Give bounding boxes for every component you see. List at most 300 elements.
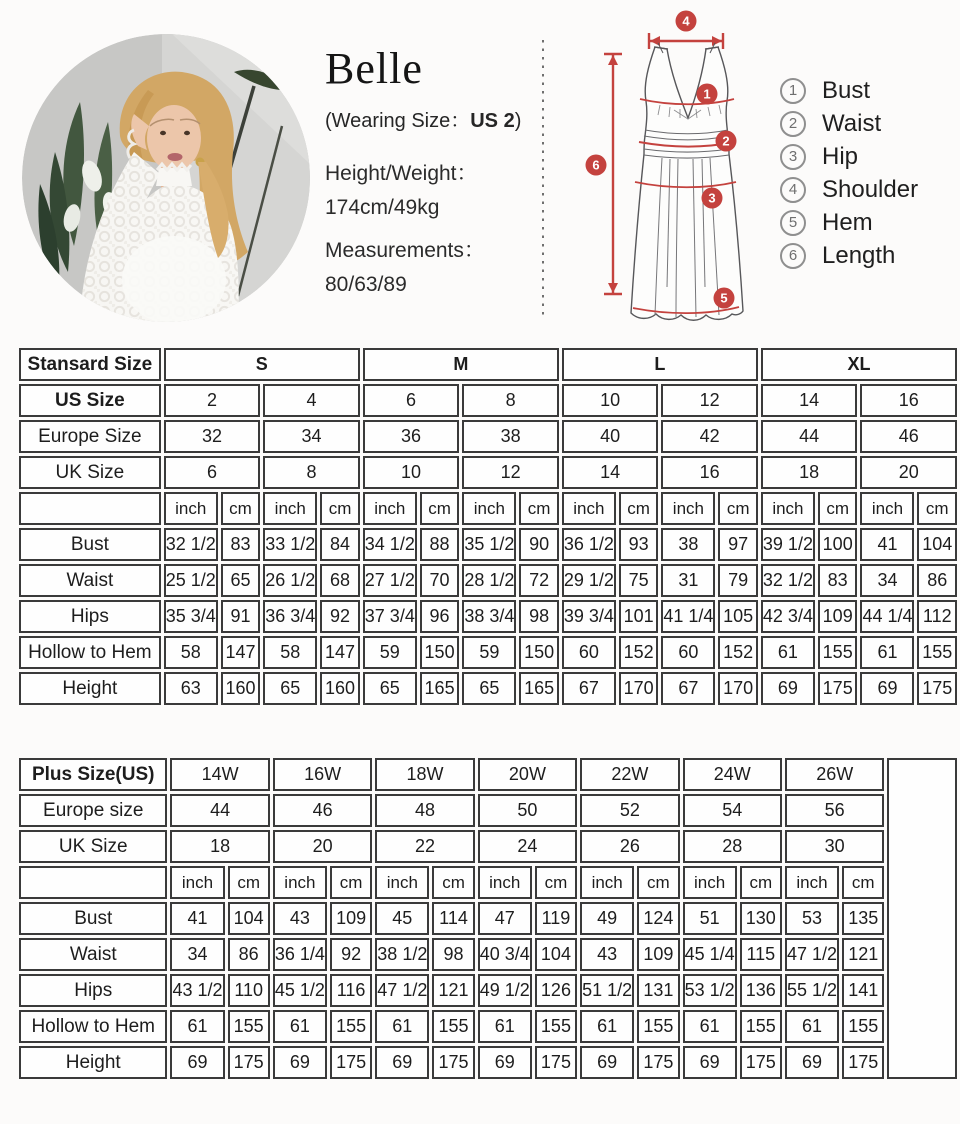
unit-cell: cm xyxy=(637,866,679,899)
unit-cell: inch xyxy=(462,492,516,525)
value-cell: 160 xyxy=(320,672,359,705)
value-cell: 49 xyxy=(580,902,634,935)
value-cell: 83 xyxy=(221,528,260,561)
legend-label: Length xyxy=(822,242,896,269)
value-cell: 155 xyxy=(330,1010,372,1043)
value-cell: 47 xyxy=(478,902,532,935)
table-title-cell: Plus Size(US) xyxy=(19,758,167,791)
value-cell: 26 1/2 xyxy=(263,564,317,597)
unit-cell: cm xyxy=(740,866,782,899)
size-cell: 10 xyxy=(562,384,659,417)
unit-cell: cm xyxy=(718,492,757,525)
wearing-size-line xyxy=(325,104,540,133)
row-label-cell: Waist xyxy=(19,564,161,597)
size-cell: 6 xyxy=(363,384,460,417)
size-cell: 46 xyxy=(273,794,372,827)
uk-size-row xyxy=(19,830,957,863)
unit-cell: inch xyxy=(375,866,429,899)
value-cell: 32 1/2 xyxy=(761,564,815,597)
units-row xyxy=(19,866,957,899)
value-cell: 32 1/2 xyxy=(164,528,218,561)
size-cell: 18W xyxy=(375,758,474,791)
row-label-cell: Europe size xyxy=(19,794,167,827)
size-cell: 20W xyxy=(478,758,577,791)
value-cell: 101 xyxy=(619,600,658,633)
legend-label: Hem xyxy=(822,209,873,236)
value-cell: 155 xyxy=(228,1010,270,1043)
value-cell: 58 xyxy=(164,636,218,669)
legend-label: Shoulder xyxy=(822,176,919,203)
value-cell: 98 xyxy=(432,938,474,971)
value-cell: 105 xyxy=(718,600,757,633)
value-cell: 104 xyxy=(228,902,270,935)
value-cell: 60 xyxy=(562,636,616,669)
value-cell: 152 xyxy=(718,636,757,669)
size-cell: 56 xyxy=(785,794,884,827)
size-cell: 44 xyxy=(761,420,858,453)
value-cell: 25 1/2 xyxy=(164,564,218,597)
empty-cell xyxy=(887,758,957,1079)
size-cell: 14 xyxy=(761,384,858,417)
size-cell: 52 xyxy=(580,794,679,827)
value-cell: 104 xyxy=(917,528,957,561)
value-cell: 58 xyxy=(263,636,317,669)
value-cell: 45 1/2 xyxy=(273,974,327,1007)
value-cell: 175 xyxy=(818,672,857,705)
unit-cell: cm xyxy=(221,492,260,525)
value-cell: 53 xyxy=(785,902,839,935)
row-label-cell: Bust xyxy=(19,528,161,561)
size-cell: 34 xyxy=(263,420,360,453)
value-cell: 70 xyxy=(420,564,459,597)
wearing-size-value: US 2 xyxy=(470,110,515,132)
size-cell: 10 xyxy=(363,456,460,489)
size-cell: 20 xyxy=(860,456,957,489)
measurement-row xyxy=(19,974,957,1007)
europe-size-row xyxy=(19,420,957,453)
value-cell: 93 xyxy=(619,528,658,561)
value-cell: 84 xyxy=(320,528,359,561)
value-cell: 170 xyxy=(718,672,757,705)
circled-number-icon: 6 xyxy=(780,243,806,269)
value-cell: 27 1/2 xyxy=(363,564,417,597)
row-label-cell: UK Size xyxy=(19,830,167,863)
marker-bust xyxy=(697,84,718,105)
value-cell: 37 3/4 xyxy=(363,600,417,633)
measurement-row xyxy=(19,1010,957,1043)
size-cell: 24W xyxy=(683,758,782,791)
value-cell: 38 3/4 xyxy=(462,600,516,633)
value-cell: 65 xyxy=(363,672,417,705)
measurement-row xyxy=(19,938,957,971)
size-cell: 26W xyxy=(785,758,884,791)
value-cell: 38 1/2 xyxy=(375,938,429,971)
value-cell: 59 xyxy=(462,636,516,669)
legend-item-shoulder xyxy=(780,177,918,203)
unit-cell: inch xyxy=(761,492,815,525)
circled-number-icon: 3 xyxy=(780,144,806,170)
value-cell: 43 xyxy=(580,938,634,971)
value-cell: 175 xyxy=(535,1046,577,1079)
value-cell: 92 xyxy=(320,600,359,633)
marker-hip xyxy=(702,188,723,209)
measurement-row xyxy=(19,600,957,633)
wearing-suffix: ) xyxy=(514,110,522,132)
value-cell: 150 xyxy=(420,636,459,669)
group-header-cell: XL xyxy=(761,348,957,381)
value-cell: 67 xyxy=(661,672,715,705)
unit-cell: inch xyxy=(562,492,616,525)
value-cell: 110 xyxy=(228,974,270,1007)
size-cell: 24 xyxy=(478,830,577,863)
svg-text:3: 3 xyxy=(708,190,716,206)
model-info xyxy=(325,44,540,302)
circled-number-icon: 1 xyxy=(780,78,806,104)
value-cell: 44 1/4 xyxy=(860,600,914,633)
legend-label: Waist xyxy=(822,110,882,137)
row-label-cell: Hips xyxy=(19,974,167,1007)
value-cell: 155 xyxy=(740,1010,782,1043)
value-cell: 43 1/2 xyxy=(170,974,224,1007)
value-cell: 61 xyxy=(170,1010,224,1043)
row-label-cell: UK Size xyxy=(19,456,161,489)
value-cell: 41 xyxy=(170,902,224,935)
model-photo-graphic xyxy=(22,34,310,322)
europe-size-row xyxy=(19,794,957,827)
size-cell: 54 xyxy=(683,794,782,827)
value-cell: 98 xyxy=(519,600,558,633)
size-cell: 22 xyxy=(375,830,474,863)
value-cell: 115 xyxy=(740,938,782,971)
value-cell: 79 xyxy=(718,564,757,597)
value-cell: 109 xyxy=(818,600,857,633)
value-cell: 61 xyxy=(683,1010,737,1043)
row-label-cell: Hollow to Hem xyxy=(19,636,161,669)
size-cell: 36 xyxy=(363,420,460,453)
unit-cell: cm xyxy=(519,492,558,525)
value-cell: 100 xyxy=(818,528,857,561)
legend-label: Hip xyxy=(822,143,859,170)
value-cell: 68 xyxy=(320,564,359,597)
value-cell: 155 xyxy=(637,1010,679,1043)
uk-size-row xyxy=(19,456,957,489)
value-cell: 141 xyxy=(842,974,884,1007)
marker-waist xyxy=(716,131,737,152)
value-cell: 175 xyxy=(637,1046,679,1079)
value-cell: 45 xyxy=(375,902,429,935)
value-cell: 65 xyxy=(221,564,260,597)
value-cell: 91 xyxy=(221,600,260,633)
value-cell: 165 xyxy=(420,672,459,705)
value-cell: 96 xyxy=(420,600,459,633)
group-header-cell: S xyxy=(164,348,360,381)
unit-cell: cm xyxy=(917,492,957,525)
value-cell: 35 3/4 xyxy=(164,600,218,633)
value-cell: 121 xyxy=(432,974,474,1007)
group-header-cell: L xyxy=(562,348,758,381)
value-cell: 33 1/2 xyxy=(263,528,317,561)
svg-text:6: 6 xyxy=(592,157,600,173)
size-cell: 16W xyxy=(273,758,372,791)
value-cell: 29 1/2 xyxy=(562,564,616,597)
value-cell: 147 xyxy=(320,636,359,669)
value-cell: 69 xyxy=(580,1046,634,1079)
value-cell: 69 xyxy=(785,1046,839,1079)
unit-cell: cm xyxy=(818,492,857,525)
legend-item-hip xyxy=(780,144,918,170)
size-cell: 48 xyxy=(375,794,474,827)
value-cell: 86 xyxy=(228,938,270,971)
size-cell: 16 xyxy=(661,456,758,489)
value-cell: 69 xyxy=(761,672,815,705)
size-cell: 12 xyxy=(661,384,758,417)
size-cell: 50 xyxy=(478,794,577,827)
value-cell: 60 xyxy=(661,636,715,669)
model-photo xyxy=(22,34,310,322)
unit-cell: inch xyxy=(683,866,737,899)
value-cell: 51 xyxy=(683,902,737,935)
unit-cell: inch xyxy=(580,866,634,899)
size-cell: 2 xyxy=(164,384,261,417)
measurement-row xyxy=(19,672,957,705)
measurements-block xyxy=(325,234,540,302)
size-cell: 44 xyxy=(170,794,269,827)
value-cell: 34 1/2 xyxy=(363,528,417,561)
size-cell: 38 xyxy=(462,420,559,453)
value-cell: 75 xyxy=(619,564,658,597)
height-weight-value: 174cm/49kg xyxy=(325,196,440,219)
size-cell: 18 xyxy=(761,456,858,489)
value-cell: 155 xyxy=(818,636,857,669)
wearing-prefix: (Wearing Size： xyxy=(325,110,471,132)
size-cell: 4 xyxy=(263,384,360,417)
circled-number-icon: 2 xyxy=(780,111,806,137)
value-cell: 90 xyxy=(519,528,558,561)
value-cell: 49 1/2 xyxy=(478,974,532,1007)
row-label-cell: Height xyxy=(19,1046,167,1079)
measurement-row xyxy=(19,528,957,561)
value-cell: 51 1/2 xyxy=(580,974,634,1007)
value-cell: 38 xyxy=(661,528,715,561)
value-cell: 130 xyxy=(740,902,782,935)
value-cell: 155 xyxy=(842,1010,884,1043)
unit-cell: inch xyxy=(860,492,914,525)
value-cell: 124 xyxy=(637,902,679,935)
value-cell: 43 xyxy=(273,902,327,935)
empty-cell xyxy=(19,866,167,899)
circled-number-icon: 4 xyxy=(780,177,806,203)
size-cell: 30 xyxy=(785,830,884,863)
row-label-cell: Height xyxy=(19,672,161,705)
group-header-row xyxy=(19,348,957,381)
group-header-cell: M xyxy=(363,348,559,381)
value-cell: 34 xyxy=(170,938,224,971)
size-cell: 8 xyxy=(462,384,559,417)
dress-diagram xyxy=(535,2,760,345)
value-cell: 104 xyxy=(535,938,577,971)
model-name: Belle xyxy=(325,44,423,93)
value-cell: 109 xyxy=(637,938,679,971)
svg-text:4: 4 xyxy=(682,13,690,29)
unit-cell: inch xyxy=(164,492,218,525)
value-cell: 55 1/2 xyxy=(785,974,839,1007)
value-cell: 135 xyxy=(842,902,884,935)
measurement-row xyxy=(19,636,957,669)
value-cell: 67 xyxy=(562,672,616,705)
unit-cell: inch xyxy=(170,866,224,899)
value-cell: 116 xyxy=(330,974,372,1007)
size-cell: 42 xyxy=(661,420,758,453)
value-cell: 61 xyxy=(375,1010,429,1043)
value-cell: 121 xyxy=(842,938,884,971)
row-label-cell: Hollow to Hem xyxy=(19,1010,167,1043)
measurement-legend xyxy=(780,78,918,276)
row-label-cell: Bust xyxy=(19,902,167,935)
unit-cell: inch xyxy=(785,866,839,899)
plus-size-row xyxy=(19,758,957,791)
row-label-cell: Europe Size xyxy=(19,420,161,453)
value-cell: 69 xyxy=(860,672,914,705)
size-cell: 40 xyxy=(562,420,659,453)
value-cell: 39 3/4 xyxy=(562,600,616,633)
measurements-label: Measurements： xyxy=(325,239,485,262)
size-cell: 26 xyxy=(580,830,679,863)
length-measure-line xyxy=(604,54,622,294)
value-cell: 114 xyxy=(432,902,474,935)
value-cell: 36 3/4 xyxy=(263,600,317,633)
legend-item-length xyxy=(780,243,918,269)
value-cell: 65 xyxy=(263,672,317,705)
value-cell: 61 xyxy=(860,636,914,669)
size-cell: 32 xyxy=(164,420,261,453)
value-cell: 86 xyxy=(917,564,957,597)
svg-text:2: 2 xyxy=(722,133,730,149)
value-cell: 28 1/2 xyxy=(462,564,516,597)
unit-cell: cm xyxy=(228,866,270,899)
value-cell: 155 xyxy=(535,1010,577,1043)
value-cell: 175 xyxy=(917,672,957,705)
value-cell: 69 xyxy=(683,1046,737,1079)
value-cell: 97 xyxy=(718,528,757,561)
value-cell: 155 xyxy=(432,1010,474,1043)
size-cell: 8 xyxy=(263,456,360,489)
height-weight-block xyxy=(325,157,540,225)
size-cell: 16 xyxy=(860,384,957,417)
table-title-cell: Stansard Size xyxy=(19,348,161,381)
value-cell: 69 xyxy=(478,1046,532,1079)
value-cell: 147 xyxy=(221,636,260,669)
us-size-row xyxy=(19,384,957,417)
unit-cell: cm xyxy=(619,492,658,525)
height-weight-label: Height/Weight： xyxy=(325,162,478,185)
value-cell: 47 1/2 xyxy=(375,974,429,1007)
size-cell: 20 xyxy=(273,830,372,863)
value-cell: 175 xyxy=(842,1046,884,1079)
svg-text:5: 5 xyxy=(720,290,728,306)
value-cell: 69 xyxy=(375,1046,429,1079)
measurement-row xyxy=(19,564,957,597)
value-cell: 61 xyxy=(785,1010,839,1043)
value-cell: 69 xyxy=(170,1046,224,1079)
value-cell: 41 1/4 xyxy=(661,600,715,633)
value-cell: 61 xyxy=(580,1010,634,1043)
unit-cell: inch xyxy=(363,492,417,525)
size-cell: 28 xyxy=(683,830,782,863)
marker-length xyxy=(586,155,607,176)
value-cell: 136 xyxy=(740,974,782,1007)
value-cell: 131 xyxy=(637,974,679,1007)
value-cell: 42 3/4 xyxy=(761,600,815,633)
value-cell: 175 xyxy=(330,1046,372,1079)
unit-cell: cm xyxy=(330,866,372,899)
size-cell: 18 xyxy=(170,830,269,863)
unit-cell: inch xyxy=(273,866,327,899)
row-label-cell: Waist xyxy=(19,938,167,971)
unit-cell: inch xyxy=(661,492,715,525)
plus-size-table xyxy=(16,755,960,1082)
value-cell: 175 xyxy=(432,1046,474,1079)
value-cell: 112 xyxy=(917,600,957,633)
standard-size-table xyxy=(16,345,960,708)
value-cell: 34 xyxy=(860,564,914,597)
legend-item-hem xyxy=(780,210,918,236)
marker-hem xyxy=(714,288,735,309)
value-cell: 155 xyxy=(917,636,957,669)
value-cell: 61 xyxy=(761,636,815,669)
legend-label: Bust xyxy=(822,77,871,104)
marker-shoulder xyxy=(676,11,697,32)
unit-cell: cm xyxy=(535,866,577,899)
size-cell: 46 xyxy=(860,420,957,453)
value-cell: 65 xyxy=(462,672,516,705)
value-cell: 39 1/2 xyxy=(761,528,815,561)
value-cell: 175 xyxy=(228,1046,270,1079)
value-cell: 36 1/2 xyxy=(562,528,616,561)
unit-cell: cm xyxy=(420,492,459,525)
row-label-cell: Hips xyxy=(19,600,161,633)
value-cell: 72 xyxy=(519,564,558,597)
row-label-cell: US Size xyxy=(19,384,161,417)
value-cell: 126 xyxy=(535,974,577,1007)
value-cell: 119 xyxy=(535,902,577,935)
value-cell: 45 1/4 xyxy=(683,938,737,971)
value-cell: 165 xyxy=(519,672,558,705)
size-cell: 22W xyxy=(580,758,679,791)
value-cell: 69 xyxy=(273,1046,327,1079)
value-cell: 41 xyxy=(860,528,914,561)
size-cell: 14W xyxy=(170,758,269,791)
measurement-row xyxy=(19,902,957,935)
measurements-value: 80/63/89 xyxy=(325,273,407,296)
unit-cell: inch xyxy=(478,866,532,899)
unit-cell: cm xyxy=(432,866,474,899)
value-cell: 152 xyxy=(619,636,658,669)
unit-cell: cm xyxy=(320,492,359,525)
size-cell: 12 xyxy=(462,456,559,489)
units-row xyxy=(19,492,957,525)
value-cell: 150 xyxy=(519,636,558,669)
legend-item-bust xyxy=(780,78,918,104)
dress-diagram-graphic xyxy=(535,2,760,340)
legend-item-waist xyxy=(780,111,918,137)
size-cell: 6 xyxy=(164,456,261,489)
value-cell: 35 1/2 xyxy=(462,528,516,561)
unit-cell: inch xyxy=(263,492,317,525)
empty-cell xyxy=(19,492,161,525)
value-cell: 36 1/4 xyxy=(273,938,327,971)
value-cell: 160 xyxy=(221,672,260,705)
size-cell: 14 xyxy=(562,456,659,489)
